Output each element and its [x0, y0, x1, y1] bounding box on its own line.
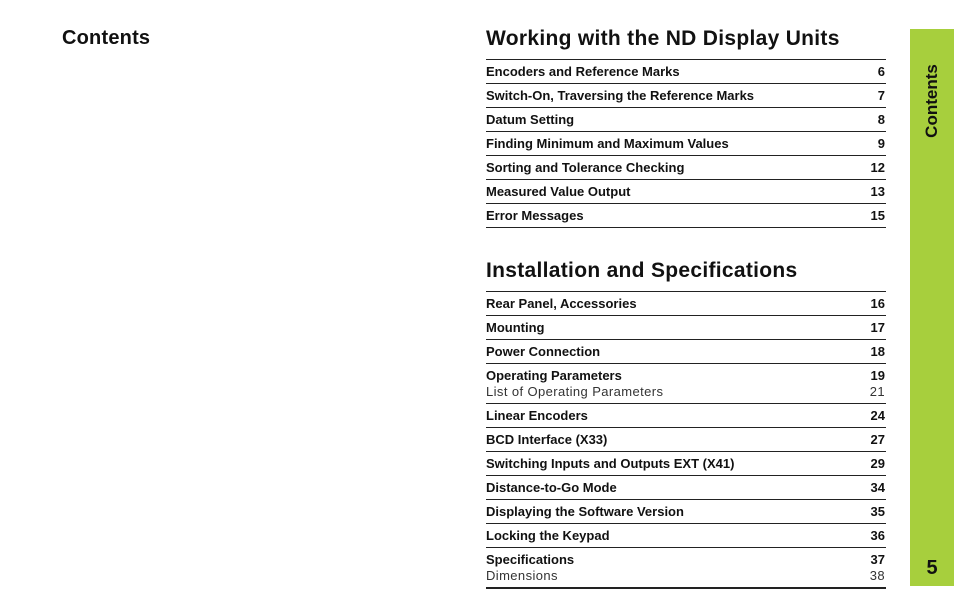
side-tab-label: Contents	[922, 64, 941, 138]
toc-entry-label: Specifications	[486, 552, 575, 567]
toc-entry-page: 37	[870, 552, 885, 567]
toc-entry-page: 9	[877, 136, 885, 151]
toc-row[interactable]	[486, 548, 886, 589]
toc-entry	[486, 296, 886, 312]
toc-entry	[486, 88, 886, 104]
toc-row[interactable]	[486, 156, 886, 180]
toc-entry	[486, 408, 886, 424]
toc-entry-label: Error Messages	[486, 208, 584, 223]
toc-entry-label: Locking the Keypad	[486, 528, 610, 543]
toc-entry-label: Linear Encoders	[486, 408, 588, 423]
toc-subentry-label: List of Operating Parameters	[486, 384, 664, 399]
toc-section-working	[486, 27, 886, 228]
toc-row[interactable]	[486, 84, 886, 108]
toc-subentry-page: 38	[869, 568, 885, 583]
toc-entry-label: Switch-On, Traversing the Reference Marks	[486, 88, 755, 103]
toc-row[interactable]	[486, 316, 886, 340]
toc-entry	[486, 160, 886, 176]
toc-row[interactable]	[486, 340, 886, 364]
toc-entry	[486, 552, 886, 568]
toc-entry	[486, 136, 886, 152]
toc-entry-label: Finding Minimum and Maximum Values	[486, 136, 729, 151]
toc-row[interactable]	[486, 108, 886, 132]
toc-entry	[486, 368, 886, 384]
toc-row[interactable]	[486, 204, 886, 228]
toc-row[interactable]	[486, 524, 886, 548]
toc-entry-label: Displaying the Software Version	[486, 504, 684, 519]
toc-entry-label: Mounting	[486, 320, 545, 335]
toc-entry	[486, 112, 886, 128]
toc-entry	[486, 504, 886, 520]
toc-entry-label: Datum Setting	[486, 112, 575, 127]
toc-list	[486, 59, 886, 228]
toc-entry-label: Switching Inputs and Outputs EXT (X41)	[486, 456, 735, 471]
toc-row[interactable]	[486, 292, 886, 316]
toc-entry	[486, 480, 886, 496]
page-title: Contents	[62, 27, 151, 49]
toc-subentry-page: 21	[869, 384, 885, 399]
toc-subentry-label: Dimensions	[486, 568, 558, 583]
toc-row[interactable]	[486, 476, 886, 500]
toc-row[interactable]	[486, 60, 886, 84]
toc-entry-page: 36	[870, 528, 885, 543]
section-title: Working with the ND Display Units	[486, 27, 840, 50]
toc-entry	[486, 64, 886, 80]
toc-entry-page: 12	[870, 160, 885, 175]
toc-entry-label: Operating Parameters	[486, 368, 622, 383]
toc-row[interactable]	[486, 180, 886, 204]
toc-entry-page: 24	[870, 408, 885, 423]
toc-row[interactable]	[486, 428, 886, 452]
toc-subentry[interactable]	[486, 384, 886, 400]
toc-entry-page: 15	[870, 208, 885, 223]
toc-entry	[486, 320, 886, 336]
toc-entry-label: Measured Value Output	[486, 184, 631, 199]
toc-entry	[486, 456, 886, 472]
chapter-side-tab	[910, 29, 954, 586]
toc-entry	[486, 432, 886, 448]
toc-entry-label: Sorting and Tolerance Checking	[486, 160, 685, 175]
toc-entry-page: 7	[877, 88, 885, 103]
toc-entry	[486, 208, 886, 224]
toc-entry-page: 13	[870, 184, 885, 199]
toc-entry-page: 35	[870, 504, 885, 519]
toc-entry	[486, 184, 886, 200]
toc-entry-label: Encoders and Reference Marks	[486, 64, 680, 79]
toc-entry-label: Rear Panel, Accessories	[486, 296, 637, 311]
toc-entry-label: Distance-to-Go Mode	[486, 480, 617, 495]
toc-entry-page: 27	[870, 432, 885, 447]
toc-entry-label: Power Connection	[486, 344, 601, 359]
toc-entry-page: 34	[870, 480, 885, 495]
toc-row[interactable]	[486, 132, 886, 156]
toc-row[interactable]	[486, 364, 886, 404]
toc-row[interactable]	[486, 500, 886, 524]
page-number: 5	[926, 557, 938, 579]
toc-entry-page: 19	[870, 368, 885, 383]
toc-entry-page: 29	[870, 456, 885, 471]
toc-entry-page: 6	[877, 64, 885, 79]
toc-entry	[486, 528, 886, 544]
toc-row[interactable]	[486, 404, 886, 428]
toc-entry-page: 18	[870, 344, 885, 359]
toc-section-installation	[486, 259, 886, 589]
toc-row[interactable]	[486, 452, 886, 476]
toc-entry-page: 16	[870, 296, 885, 311]
toc-list	[486, 291, 886, 589]
toc-entry-page: 17	[870, 320, 885, 335]
toc-entry-label: BCD Interface (X33)	[486, 432, 608, 447]
toc-entry	[486, 344, 886, 360]
section-title: Installation and Specifications	[486, 259, 798, 282]
toc-subentry[interactable]	[486, 568, 886, 584]
toc-entry-page: 8	[877, 112, 885, 127]
